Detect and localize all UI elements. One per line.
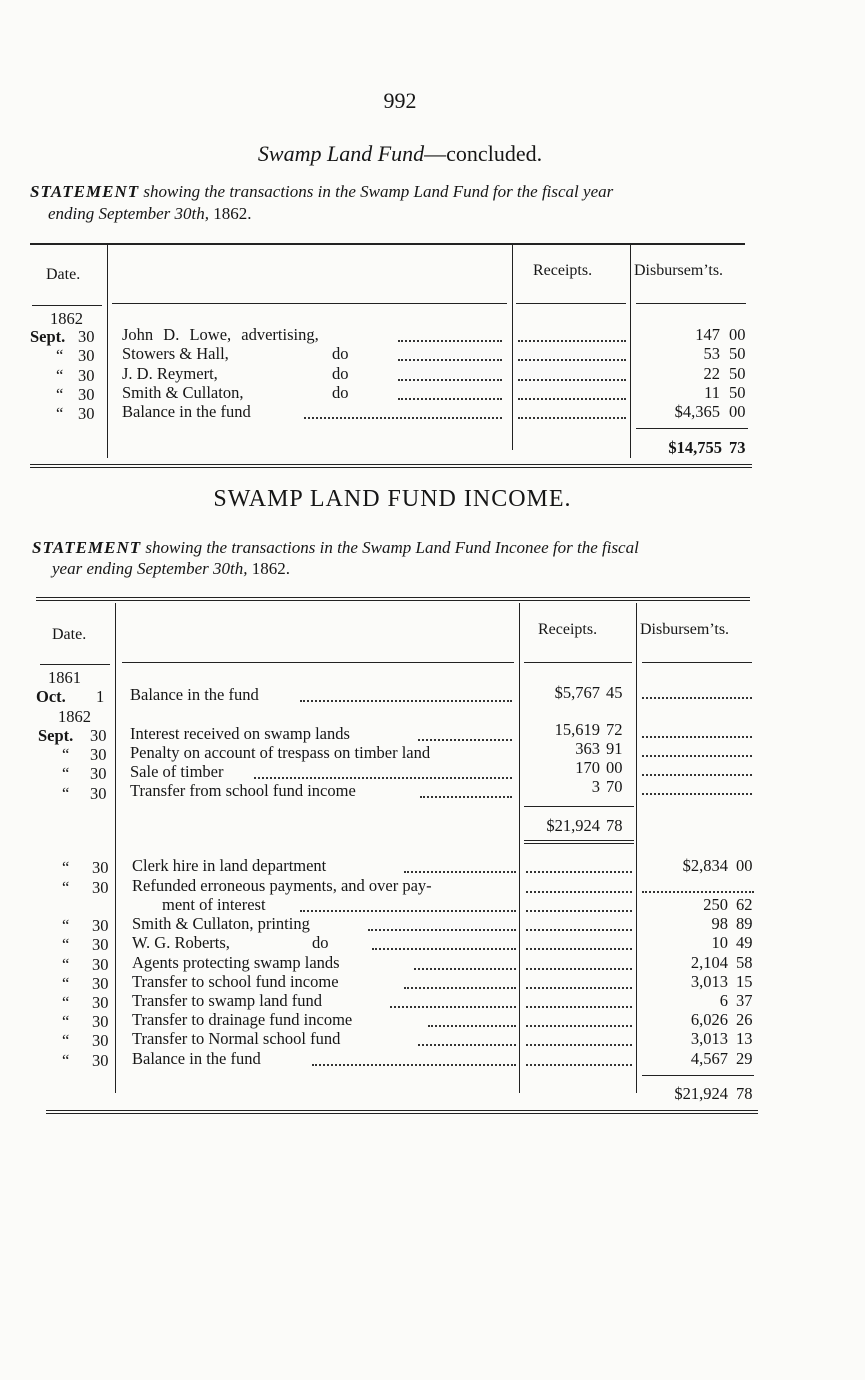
table-1-top-rule xyxy=(30,243,745,245)
row-description: Interest received on swamp lands xyxy=(130,724,350,743)
leader-dots xyxy=(390,1006,516,1008)
receipts-dots xyxy=(518,417,626,419)
row-description: Smith & Cullaton, printing xyxy=(132,914,310,933)
rec-cents: 91 xyxy=(606,739,623,758)
disb-cents: 13 xyxy=(736,1029,753,1048)
row-day: 30 xyxy=(92,993,109,1012)
row-month: Oct. xyxy=(36,687,66,706)
disb-cents: 62 xyxy=(736,895,753,914)
disb-cents: 00 xyxy=(736,856,753,875)
row-description: Balance in the fund xyxy=(132,1049,261,1068)
leader-dots xyxy=(304,417,502,419)
disb-dollars: 4,567 xyxy=(690,1049,728,1068)
receipts-dots xyxy=(526,1006,632,1008)
receipts-dots xyxy=(518,379,626,381)
leader-dots xyxy=(300,700,512,702)
statement-2-line-2 xyxy=(52,559,290,579)
row-month: “ xyxy=(62,974,70,993)
leader-dots xyxy=(420,796,512,798)
disb-dollars: 98 xyxy=(711,914,728,933)
receipts-total-rule xyxy=(524,806,634,807)
receipts-dots xyxy=(526,1064,632,1066)
row-description: Balance in the fund xyxy=(130,685,259,704)
disb-dots xyxy=(642,697,752,699)
disb-dollars: 53 xyxy=(703,344,720,363)
disb-dots xyxy=(642,755,752,757)
leader-dots xyxy=(428,1025,516,1027)
statement-2-line2: year ending September 30th, xyxy=(52,559,248,578)
row-month: “ xyxy=(56,346,64,365)
leader-dots xyxy=(312,1064,516,1066)
row-day: 30 xyxy=(92,955,109,974)
rec-dollars: 170 xyxy=(575,758,600,777)
row-month: “ xyxy=(62,784,70,803)
disb-dollars: 22 xyxy=(703,364,720,383)
disb-cents: 37 xyxy=(736,991,753,1010)
leader-dots xyxy=(404,871,516,873)
row-day: 30 xyxy=(92,974,109,993)
table-2-bottom-rule xyxy=(46,1110,758,1115)
disb-cents: 26 xyxy=(736,1010,753,1029)
disbursements-total-cents: 78 xyxy=(736,1084,753,1103)
row-description: Transfer to Normal school fund xyxy=(132,1029,341,1048)
leader-dots xyxy=(372,948,516,950)
rec-cents: 70 xyxy=(606,777,623,796)
disb-dots xyxy=(642,793,752,795)
receipts-dots xyxy=(526,948,632,950)
row-year: 1861 xyxy=(48,668,81,687)
disb-cents: 49 xyxy=(736,933,753,952)
table-2-rule xyxy=(524,662,632,663)
leader-dots xyxy=(398,398,502,400)
rec-dollars: 363 xyxy=(575,739,600,758)
table-2-rule xyxy=(40,664,110,665)
table-2-divider xyxy=(115,603,116,1093)
disb-dollars: 11 xyxy=(704,383,720,402)
row-description: J. D. Reymert, xyxy=(122,364,218,383)
row-month: “ xyxy=(62,878,70,897)
leader-dots xyxy=(300,910,516,912)
page-title-rest: —concluded. xyxy=(424,141,543,166)
table-2-header-date: Date. xyxy=(52,626,87,643)
row-description: Refunded erroneous payments, and over pay- xyxy=(132,876,432,895)
receipts-dots xyxy=(518,359,626,361)
row-description: Transfer to school fund income xyxy=(132,972,339,991)
row-do: do xyxy=(332,344,349,363)
disb-dollars: $4,365 xyxy=(674,402,720,421)
disb-cents: 00 xyxy=(729,325,746,344)
statement-1-text: showing the transactions in the Swamp Land Fund for the fiscal year xyxy=(143,182,614,201)
row-month: “ xyxy=(56,366,64,385)
leader-dots xyxy=(414,968,516,970)
disb-cents: 58 xyxy=(736,953,753,972)
leader-dots xyxy=(404,987,516,989)
row-description: Transfer from school fund income xyxy=(130,781,356,800)
rec-cents: 00 xyxy=(606,758,623,777)
disb-cents: 50 xyxy=(729,344,746,363)
disb-dots xyxy=(642,774,752,776)
disb-cents: 50 xyxy=(729,383,746,402)
receipts-total-cents: 78 xyxy=(606,816,623,835)
disb-dots xyxy=(642,891,754,893)
rec-dollars: 3 xyxy=(591,777,600,796)
table-1-header-disbursements: Disbursem’ts. xyxy=(634,262,724,279)
table-1-header-date: Date. xyxy=(46,266,81,283)
leader-dots xyxy=(368,929,516,931)
statement-1-line-1 xyxy=(30,182,613,202)
table-2-divider xyxy=(519,603,520,1093)
leader-dots xyxy=(398,359,502,361)
row-description-continued: ment of interest xyxy=(162,895,266,914)
table-2-header-receipts: Receipts. xyxy=(538,621,598,638)
statement-2-year: 1862. xyxy=(251,559,290,578)
receipts-total-double-rule xyxy=(524,840,634,845)
table-1-rule xyxy=(636,303,746,304)
statement-1-lead: STATEMENT xyxy=(30,182,140,201)
disb-dollars: $2,834 xyxy=(682,856,728,875)
row-month: “ xyxy=(62,916,70,935)
row-month: “ xyxy=(56,385,64,404)
row-month: “ xyxy=(56,404,64,423)
row-description: Stowers & Hall, xyxy=(122,344,229,363)
statement-1-line-2 xyxy=(48,204,252,224)
row-description: Penalty on account of trespass on timber land xyxy=(130,743,431,762)
row-day: 30 xyxy=(90,764,107,783)
disb-dollars: 3,013 xyxy=(690,972,728,991)
row-day: 30 xyxy=(78,385,95,404)
leader-dots xyxy=(418,739,512,741)
row-description: Clerk hire in land department xyxy=(132,856,327,875)
table-1-year: 1862 xyxy=(50,309,83,328)
row-day: 30 xyxy=(90,726,107,745)
row-description: W. G. Roberts, xyxy=(132,933,230,952)
table-1-divider xyxy=(107,244,108,458)
disb-cents: 50 xyxy=(729,364,746,383)
table-2-rule xyxy=(122,662,514,663)
leader-dots xyxy=(418,1044,516,1046)
table-1-rule xyxy=(32,305,102,306)
row-description: Agents protecting swamp lands xyxy=(132,953,340,972)
row-day: 30 xyxy=(90,784,107,803)
receipts-dots xyxy=(526,1025,632,1027)
table-2-top-rule xyxy=(36,597,750,602)
table-1-header-receipts: Receipts. xyxy=(533,262,593,279)
row-do: do xyxy=(332,383,349,402)
row-month: “ xyxy=(62,1031,70,1050)
row-month: “ xyxy=(62,858,70,877)
table-1-total-rule xyxy=(636,428,748,429)
disb-cents: 29 xyxy=(736,1049,753,1068)
row-day: 1 xyxy=(96,687,105,706)
row-day: 30 xyxy=(92,858,109,877)
disb-dollars: 250 xyxy=(703,895,728,914)
row-do: do xyxy=(332,364,349,383)
statement-2-lead: STATEMENT xyxy=(32,538,142,557)
row-month: Sept. xyxy=(30,327,66,346)
row-description: Balance in the fund xyxy=(122,402,251,421)
disb-dollars: 10 xyxy=(711,933,728,952)
statement-1-year: 1862. xyxy=(213,204,252,223)
row-month: Sept. xyxy=(38,726,74,745)
leader-dots xyxy=(398,379,502,381)
receipts-dots xyxy=(526,968,632,970)
row-day: 30 xyxy=(92,878,109,897)
table-1-rule xyxy=(516,303,626,304)
receipts-total-dollars: $21,924 xyxy=(546,816,600,835)
row-month: “ xyxy=(62,1051,70,1070)
disb-cents: 89 xyxy=(736,914,753,933)
receipts-dots xyxy=(526,1044,632,1046)
row-month: “ xyxy=(62,935,70,954)
receipts-dots xyxy=(526,929,632,931)
disb-dots xyxy=(642,736,752,738)
disbursements-total-dollars: $21,924 xyxy=(674,1084,728,1103)
disb-dollars: 147 xyxy=(695,325,720,344)
disb-dollars: 2,104 xyxy=(690,953,728,972)
row-description: Transfer to swamp land fund xyxy=(132,991,323,1010)
row-day: 30 xyxy=(92,1051,109,1070)
section-title: SWAMP LAND FUND INCOME. xyxy=(213,486,572,512)
row-day: 30 xyxy=(92,935,109,954)
row-day: 30 xyxy=(92,1012,109,1031)
row-month: “ xyxy=(62,993,70,1012)
disb-dollars: 3,013 xyxy=(690,1029,728,1048)
row-do: do xyxy=(312,933,329,952)
disb-dollars: 6 xyxy=(719,991,728,1010)
page-title xyxy=(0,141,800,167)
row-day: 30 xyxy=(92,1031,109,1050)
row-day: 30 xyxy=(78,327,95,346)
table-1-total-cents: 73 xyxy=(729,438,746,457)
table-1-bottom-rule xyxy=(30,464,752,469)
page-number: 992 xyxy=(383,88,417,113)
statement-2-text: showing the transactions in the Swamp Land Fund Inconee for the fiscal xyxy=(145,538,639,557)
row-day: 30 xyxy=(90,745,107,764)
table-1-rule xyxy=(112,303,507,304)
table-1-divider xyxy=(512,244,513,450)
row-year: 1862 xyxy=(58,707,91,726)
table-1-total-dollars: $14,755 xyxy=(668,438,722,457)
rec-dollars: 15,619 xyxy=(554,720,600,739)
receipts-dots xyxy=(518,340,626,342)
table-1-divider xyxy=(630,244,631,458)
row-month: “ xyxy=(62,955,70,974)
disb-cents: 15 xyxy=(736,972,753,991)
row-day: 30 xyxy=(78,346,95,365)
row-description: Smith & Cullaton, xyxy=(122,383,244,402)
receipts-dots xyxy=(526,871,632,873)
receipts-dots xyxy=(518,398,626,400)
table-2-header-disbursements: Disbursem’ts. xyxy=(640,621,730,638)
statement-1-line2: ending September 30th, xyxy=(48,204,209,223)
row-month: “ xyxy=(62,764,70,783)
rec-cents: 72 xyxy=(606,720,623,739)
table-2-rule xyxy=(642,662,752,663)
receipts-dots xyxy=(526,891,632,893)
statement-2-line-1 xyxy=(32,538,639,558)
disb-dollars: 6,026 xyxy=(690,1010,728,1029)
row-day: 30 xyxy=(92,916,109,935)
disb-cents: 00 xyxy=(729,402,746,421)
row-month: “ xyxy=(62,1012,70,1031)
row-description: John D. Lowe, advertising, xyxy=(122,325,319,344)
leader-dots xyxy=(254,777,512,779)
row-day: 30 xyxy=(78,404,95,423)
rec-dollars: $5,767 xyxy=(554,683,600,702)
rec-cents: 45 xyxy=(606,683,623,702)
row-description: Transfer to drainage fund income xyxy=(132,1010,353,1029)
row-day: 30 xyxy=(78,366,95,385)
row-month: “ xyxy=(62,745,70,764)
receipts-dots xyxy=(526,910,632,912)
disbursements-total-rule xyxy=(642,1075,754,1076)
leader-dots xyxy=(398,340,502,342)
row-description: Sale of timber xyxy=(130,762,224,781)
receipts-dots xyxy=(526,987,632,989)
page-title-italic: Swamp Land Fund xyxy=(257,141,425,166)
table-2-divider xyxy=(636,603,637,1093)
